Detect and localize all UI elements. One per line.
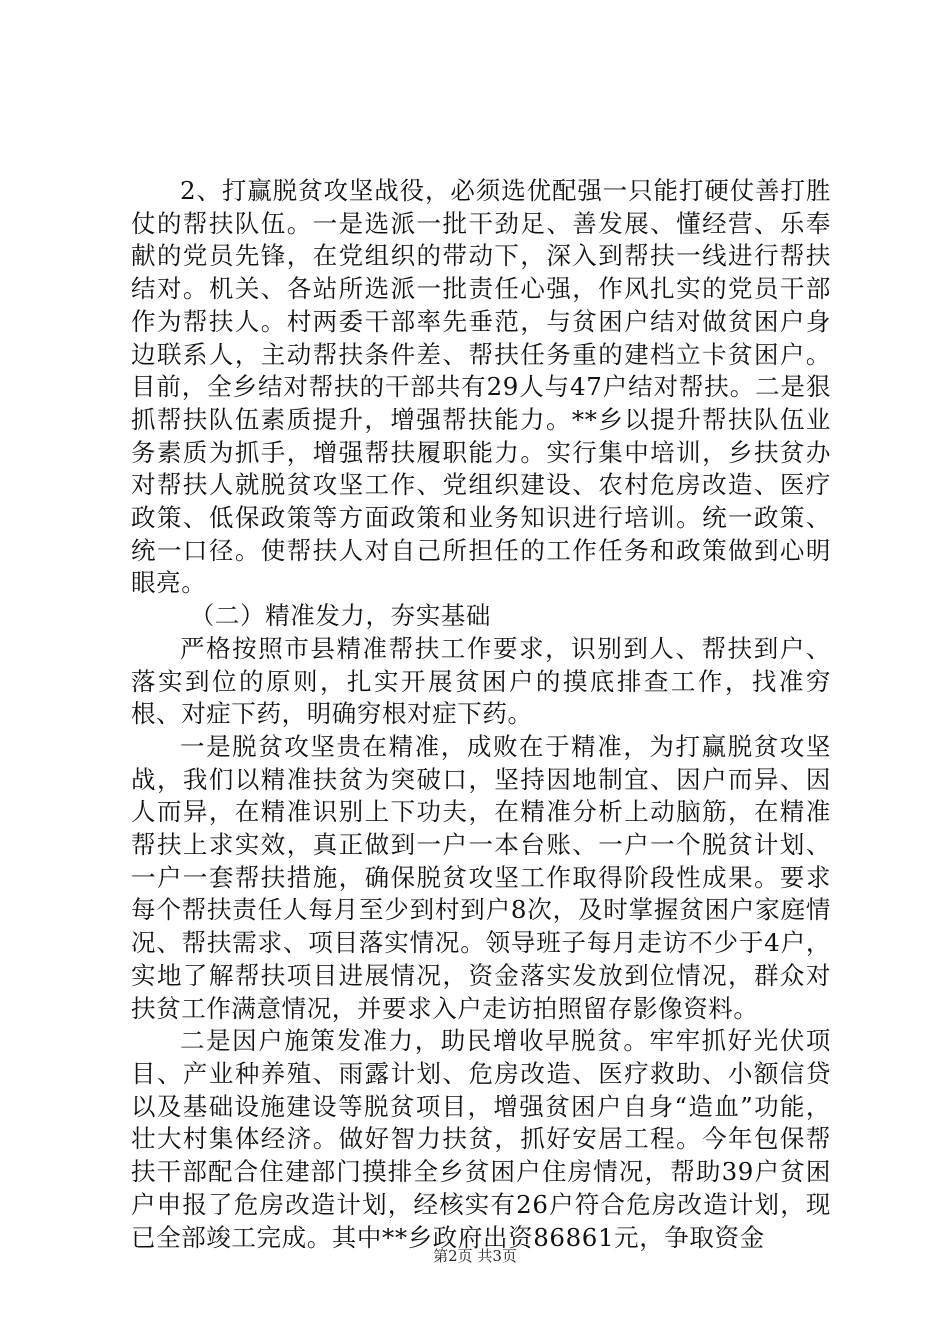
paragraph-household-measures: 二是因户施策发准力，助民增收早脱贫。牢牢抓好光伏项目、产业种养殖、雨露计划、危房改造、医疗救助、小额信贷以及基础设施建设等脱贫项目，增强贫困户自身“造血”功能，壮大村集体经济。做好智力扶贫，抓好安居工程。今年包保帮扶干部配合住建部门摸排全乡贫困户住房情况，帮助39户贫困户申报了危房改造计划，经核实有26户符合危房改造计划，现已全部竣工完成。其中**乡政府出资86861元，争取资金: [131, 1026, 831, 1252]
paragraph-precision-poverty: 一是脱贫攻坚贵在精准，成败在于精准，为打赢脱贫攻坚战，我们以精准扶贫为突破口，坚持因地制宜、因户而异、因人而异，在精准识别上下功夫，在精准分析上动脑筋，在精准帮扶上求实效，真正做到一户一本台账、一户一个脱贫计划、一户一套帮扶措施，确保脱贫攻坚工作取得阶段性成果。要求每个帮扶责任人每月至少到村到户8次，及时掌握贫困户家庭情况、帮扶需求、项目落实情况。领导班子每月走访不少于4户，实地了解帮扶项目进展情况，资金落实发放到位情况，群众对扶贫工作满意情况，并要求入户走访拍照留存影像资料。: [131, 731, 831, 1023]
paragraph-team-building: 2、打赢脱贫攻坚战役，必须选优配强一只能打硬仗善打胜仗的帮扶队伍。一是选派一批干劲足、善发展、懂经营、乐奉献的党员先锋，在党组织的带动下，深入到帮扶一线进行帮扶结对。机关、各站所选派一批责任心强，作风扎实的党员干部作为帮扶人。村两委干部率先垂范，与贫困户结对做贫困户身边联系人，主动帮扶条件差、帮扶任务重的建档立卡贫困户。目前，全乡结对帮扶的干部共有29人与47户结对帮扶。二是狠抓帮扶队伍素质提升，增强帮扶能力。**乡以提升帮扶队伍业务素质为抓手，增强帮扶履职能力。实行集中培训，乡扶贫办对帮扶人就脱贫攻坚工作、党组织建设、农村危房改造、医疗政策、低保政策等方面政策和业务知识进行培训。统一政策、统一口径。使帮扶人对自己所担任的工作任务和政策做到心明眼亮。: [131, 176, 831, 598]
document-body: [131, 175, 831, 1254]
page-footer: 第2页 共3页: [433, 1247, 517, 1265]
paragraph-requirements: 严格按照市县精准帮扶工作要求，识别到人、帮扶到户、落实到位的原则，扎实开展贫困户的摸底排查工作，找准穷根、对症下药，明确穷根对症下药。: [131, 633, 831, 729]
section-heading-precision: （二）精准发力，夯实基础: [189, 601, 491, 631]
